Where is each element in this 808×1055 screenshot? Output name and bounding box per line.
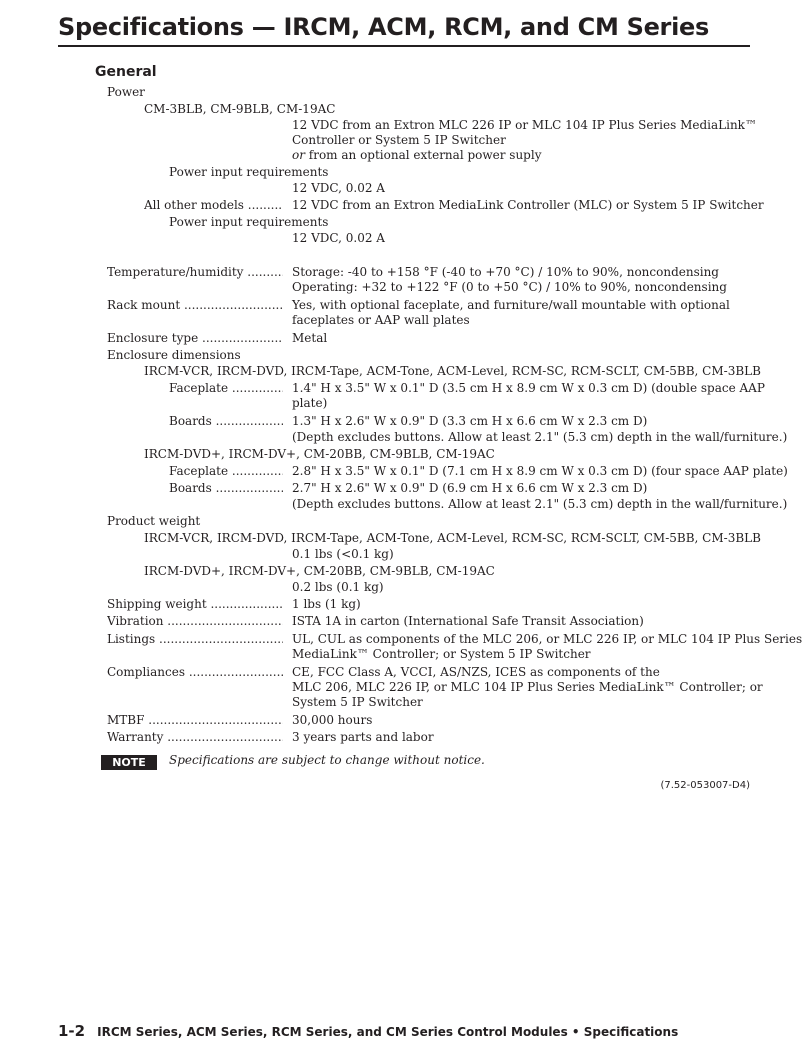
compliances-line2: MLC 206, MLC 226 IP, or MLC 104 IP Plus Series MediaLink™ Controller; or [292,680,763,694]
power-req-value-2: 12 VDC, 0.02 A [292,231,385,245]
footer-text: IRCM Series, ACM Series, RCM Series, and CM Series Control Modules • Specifications [97,1025,679,1039]
note-badge: NOTE [101,755,157,770]
temperature-label: Temperature/humidity ..... [107,264,283,280]
power-cm-models: CM-3BLB, CM-9BLB, CM-19AC [144,102,336,116]
power-req-label-1: Power input requirements [169,165,329,179]
page-title: Specifications — IRCM, ACM, RCM, and CM Series [58,13,709,41]
mtbf-label: MTBF ..... [107,712,283,728]
product-weight-group2: IRCM-DVD+, IRCM-DV+, CM-20BB, CM-9BLB, CM-19AC [144,564,495,578]
power-other-value: 12 VDC from an Extron MediaLink Controller (MLC) or System 5 IP Switcher [292,198,764,212]
enclosure-g2-boards-line1: 2.7" H x 2.6" W x 0.9" D (6.9 cm H x 6.6 cm W x 2.3 cm D) [292,481,648,495]
power-cm-line1: 12 VDC from an Extron MLC 226 IP or MLC 104 IP Plus Series MediaLink™ [292,118,757,132]
enclosure-g1-boards-line2: (Depth excludes buttons. Allow at least 2.1" (5.3 cm) depth in the wall/furniture.) [292,430,788,444]
vibration-value: ISTA 1A in carton (International Safe Transit Association) [292,614,644,628]
compliances-label: Compliances ..... [107,664,283,680]
enclosure-g2-faceplate-line1: 2.8" H x 3.5" W x 0.1" D (7.1 cm H x 8.9 cm W x 0.3 cm D) (four space AAP plate) [292,464,788,478]
shipping-weight-label: Shipping weight ..... [107,596,283,612]
temperature-line1: Storage: -40 to +158 °F (-40 to +70 °C) / 10% to 90%, noncondensing [292,265,719,279]
enclosure-g1-faceplate-label: Faceplate ..... [169,380,283,396]
enclosure-g2-boards-label: Boards ..... [169,480,283,496]
title-rule [58,45,750,47]
note-text: Specifications are subject to change without notice. [169,753,485,767]
enclosure-dims-label: Enclosure dimensions [107,348,241,362]
temperature-line2: Operating: +32 to +122 °F (0 to +50 °C) / 10% to 90%, noncondensing [292,280,727,294]
warranty-label: Warranty ..... [107,729,283,745]
power-other-label: All other models ..... [144,197,283,213]
page-number: 1-2 [58,1022,86,1040]
power-cm-or: or [292,148,305,162]
section-heading: General [95,64,157,80]
page-footer [58,1021,678,1040]
warranty-value: 3 years parts and labor [292,730,434,744]
enclosure-g1-faceplate-line2: plate) [292,396,328,410]
document-number: (7.52-053007-D4) [660,780,750,791]
enclosure-g1-faceplate-line1: 1.4" H x 3.5" W x 0.1" D (3.5 cm H x 8.9 cm W x 0.3 cm D) (double space AAP [292,381,765,395]
power-cm-line2: Controller or System 5 IP Switcher [292,133,506,147]
rack-mount-line1: Yes, with optional faceplate, and furniture/wall mountable with optional [292,298,730,312]
compliances-line3: System 5 IP Switcher [292,695,423,709]
power-req-value-1: 12 VDC, 0.02 A [292,181,385,195]
enclosure-dims-group2: IRCM-DVD+, IRCM-DV+, CM-20BB, CM-9BLB, CM-19AC [144,447,495,461]
power-cm-line3 [292,147,541,163]
listings-label: Listings ..... [107,631,283,647]
power-label: Power [107,85,145,99]
rack-mount-line2: faceplates or AAP wall plates [292,313,470,327]
power-cm-line3-text: from an optional external power suply [304,148,542,162]
product-weight-value1: 0.1 lbs (<0.1 kg) [292,547,394,561]
enclosure-type-label: Enclosure type ..... [107,330,283,346]
enclosure-dims-group1: IRCM-VCR, IRCM-DVD, IRCM-Tape, ACM-Tone, ACM-Level, RCM-SC, RCM-SCLT, CM-5BB, CM-3BLB [144,364,761,378]
product-weight-value2: 0.2 lbs (0.1 kg) [292,580,384,594]
listings-line2: MediaLink™ Controller; or System 5 IP Switcher [292,647,591,661]
enclosure-g2-boards-line2: (Depth excludes buttons. Allow at least 2.1" (5.3 cm) depth in the wall/furniture.) [292,497,788,511]
enclosure-g1-boards-label: Boards ..... [169,413,283,429]
enclosure-g1-boards-line1: 1.3" H x 2.6" W x 0.9" D (3.3 cm H x 6.6 cm W x 2.3 cm D) [292,414,648,428]
enclosure-type-value: Metal [292,331,328,345]
power-req-label-2: Power input requirements [169,215,329,229]
product-weight-label: Product weight [107,514,201,528]
mtbf-value: 30,000 hours [292,713,373,727]
rack-mount-label: Rack mount ..... [107,297,283,313]
vibration-label: Vibration ..... [107,613,283,629]
enclosure-g2-faceplate-label: Faceplate ..... [169,463,283,479]
product-weight-group1: IRCM-VCR, IRCM-DVD, IRCM-Tape, ACM-Tone, ACM-Level, RCM-SC, RCM-SCLT, CM-5BB, CM-3BLB [144,531,761,545]
compliances-line1: CE, FCC Class A, VCCI, AS/NZS, ICES as components of the [292,665,660,679]
shipping-weight-value: 1 lbs (1 kg) [292,597,361,611]
listings-line1: UL, CUL as components of the MLC 206, or MLC 226 IP, or MLC 104 IP Plus Series [292,632,803,646]
